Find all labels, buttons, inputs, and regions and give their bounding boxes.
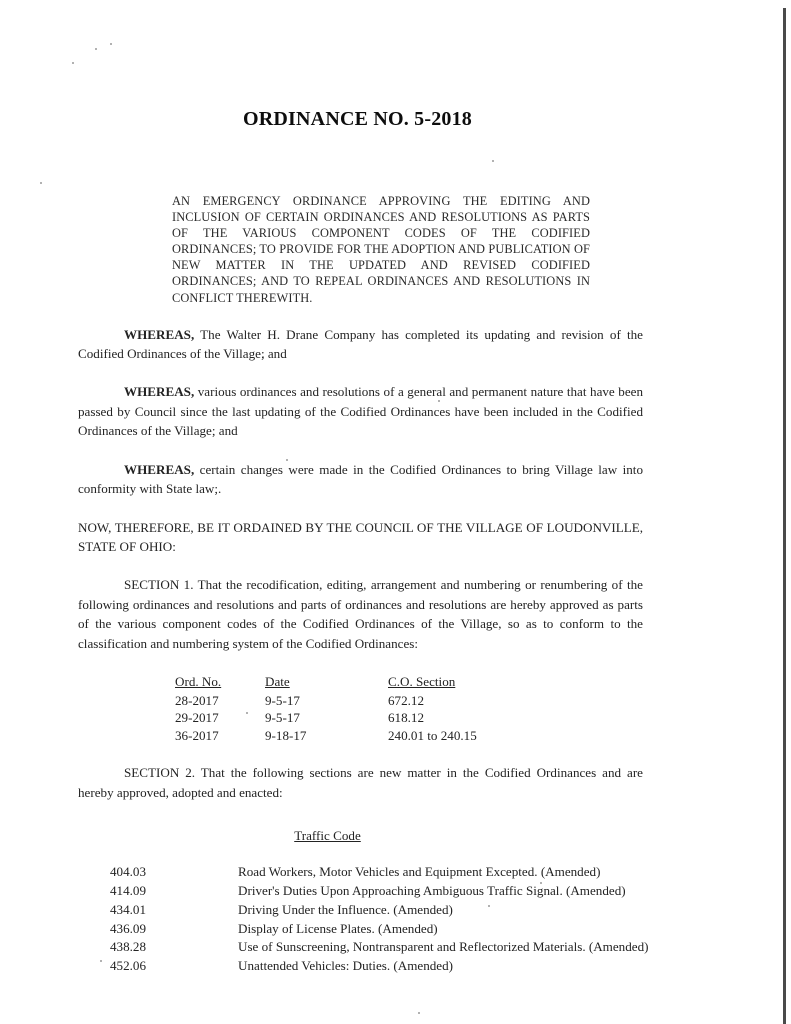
recital-text: various ordinances and resolutions of a general and permanent nature that have been passed by Council since the last updating of the Codified Ordinances have been included in the Codified Ordinances of the Village; and	[78, 384, 643, 439]
list-item	[0, 920, 715, 939]
recital-lead: WHEREAS,	[124, 384, 195, 400]
recital-lead: WHEREAS,	[124, 461, 195, 477]
code-heading: Traffic Code	[294, 828, 361, 844]
ordinance-reference-table	[175, 673, 558, 744]
recital-paragraph	[78, 363, 643, 440]
ordinance-text-continued	[78, 744, 643, 802]
column-header-ord-no: Ord. No.	[175, 673, 222, 689]
section-one-lead: SECTION 1.	[124, 577, 194, 593]
code-section-number: 452.06	[110, 958, 147, 974]
section-two-lead: SECTION 2.	[124, 765, 196, 781]
code-section-description: Road Workers, Motor Vehicles and Equipment Excepted. (Amended)	[238, 864, 601, 880]
column-header-co-section: C.O. Section	[388, 673, 456, 689]
cell-ord-no: 29-2017	[175, 710, 219, 726]
page-title: ORDINANCE NO. 5-2018	[243, 108, 472, 130]
recital-paragraph	[78, 306, 643, 364]
cell-co-section: 618.12	[388, 710, 425, 726]
code-section-description: Driving Under the Influence. (Amended)	[238, 901, 453, 917]
cell-date: 9-5-17	[265, 710, 300, 726]
code-section-number: 414.09	[110, 882, 147, 898]
code-section-list	[0, 863, 715, 976]
section-two-text: That the following sections are new matter in the Codified Ordinances and are hereby approved, adopted and enacted:	[78, 765, 643, 800]
list-item	[0, 863, 715, 882]
section-two-paragraph	[78, 744, 643, 802]
table-header-row	[175, 673, 558, 692]
column-header-date: Date	[265, 673, 290, 689]
recital-paragraph	[78, 441, 643, 499]
cell-co-section: 672.12	[388, 692, 425, 708]
code-section-description: Display of License Plates. (Amended)	[238, 920, 438, 936]
cell-ord-no: 28-2017	[175, 692, 219, 708]
cell-date: 9-5-17	[265, 692, 300, 708]
table-row	[175, 709, 558, 727]
cell-co-section: 240.01 to 240.15	[388, 727, 477, 743]
scan-speckle	[418, 1012, 420, 1014]
enacting-clause: NOW, THEREFORE, BE IT ORDAINED BY THE COUNCIL OF THE VILLAGE OF LOUDONVILLE, STATE OF OHIO:	[78, 519, 643, 554]
section-one-text: That the recodification, editing, arrangement and numbering or renumbering of the following ordinances and resolutions and parts of ordinances and resolutions are hereby approved as parts of the various component codes of the Codified Ordinances of the Village, so as to conform to the classification and numbering system of the Codified Ordinances:	[78, 577, 643, 651]
code-section-description: Driver's Duties Upon Approaching Ambiguous Traffic Signal. (Amended)	[238, 882, 626, 898]
scan-edge-artifact	[783, 8, 786, 1024]
recital-text: certain changes were made in the Codified Ordinances to bring Village law into conformity with State law;.	[78, 461, 643, 497]
table-row	[175, 692, 558, 710]
code-section-number: 404.03	[110, 864, 147, 880]
cell-date: 9-18-17	[265, 727, 307, 743]
code-section-number: 434.01	[110, 901, 147, 917]
ordinance-text	[78, 306, 643, 653]
code-section-number: 438.28	[110, 939, 147, 955]
list-item	[0, 938, 715, 957]
table-row	[175, 727, 558, 745]
recital-lead: WHEREAS,	[124, 326, 195, 342]
list-item	[0, 901, 715, 920]
list-item	[0, 957, 715, 976]
code-section-description: Unattended Vehicles: Duties. (Amended)	[238, 958, 454, 974]
code-section-description: Use of Sunscreening, Nontransparent and Reflectorized Materials. (Amended)	[238, 939, 649, 955]
section-one-paragraph	[78, 556, 643, 653]
cell-ord-no: 36-2017	[175, 727, 219, 743]
list-item	[0, 882, 715, 901]
ordinance-caption: AN EMERGENCY ORDINANCE APPROVING THE EDITING AND INCLUSION OF CERTAIN ORDINANCES AND RESOLUTIONS AS PARTS OF THE VARIOUS COMPONENT CODES OF THE CODIFIED ORDINANCES; TO PROVIDE FOR THE ADOPTION AND PUBLICATION OF NEW MATTER IN THE UPDATED AND REVISED CODIFIED ORDINANCES; AND TO REPEAL ORDINANCES AND RESOLUTIONS IN CONFLICT THEREWITH.	[172, 194, 590, 305]
recital-text: The Walter H. Drane Company has completed its updating and revision of the Codified Ordinances of the Village; and	[78, 326, 643, 362]
code-section-number: 436.09	[110, 920, 147, 936]
